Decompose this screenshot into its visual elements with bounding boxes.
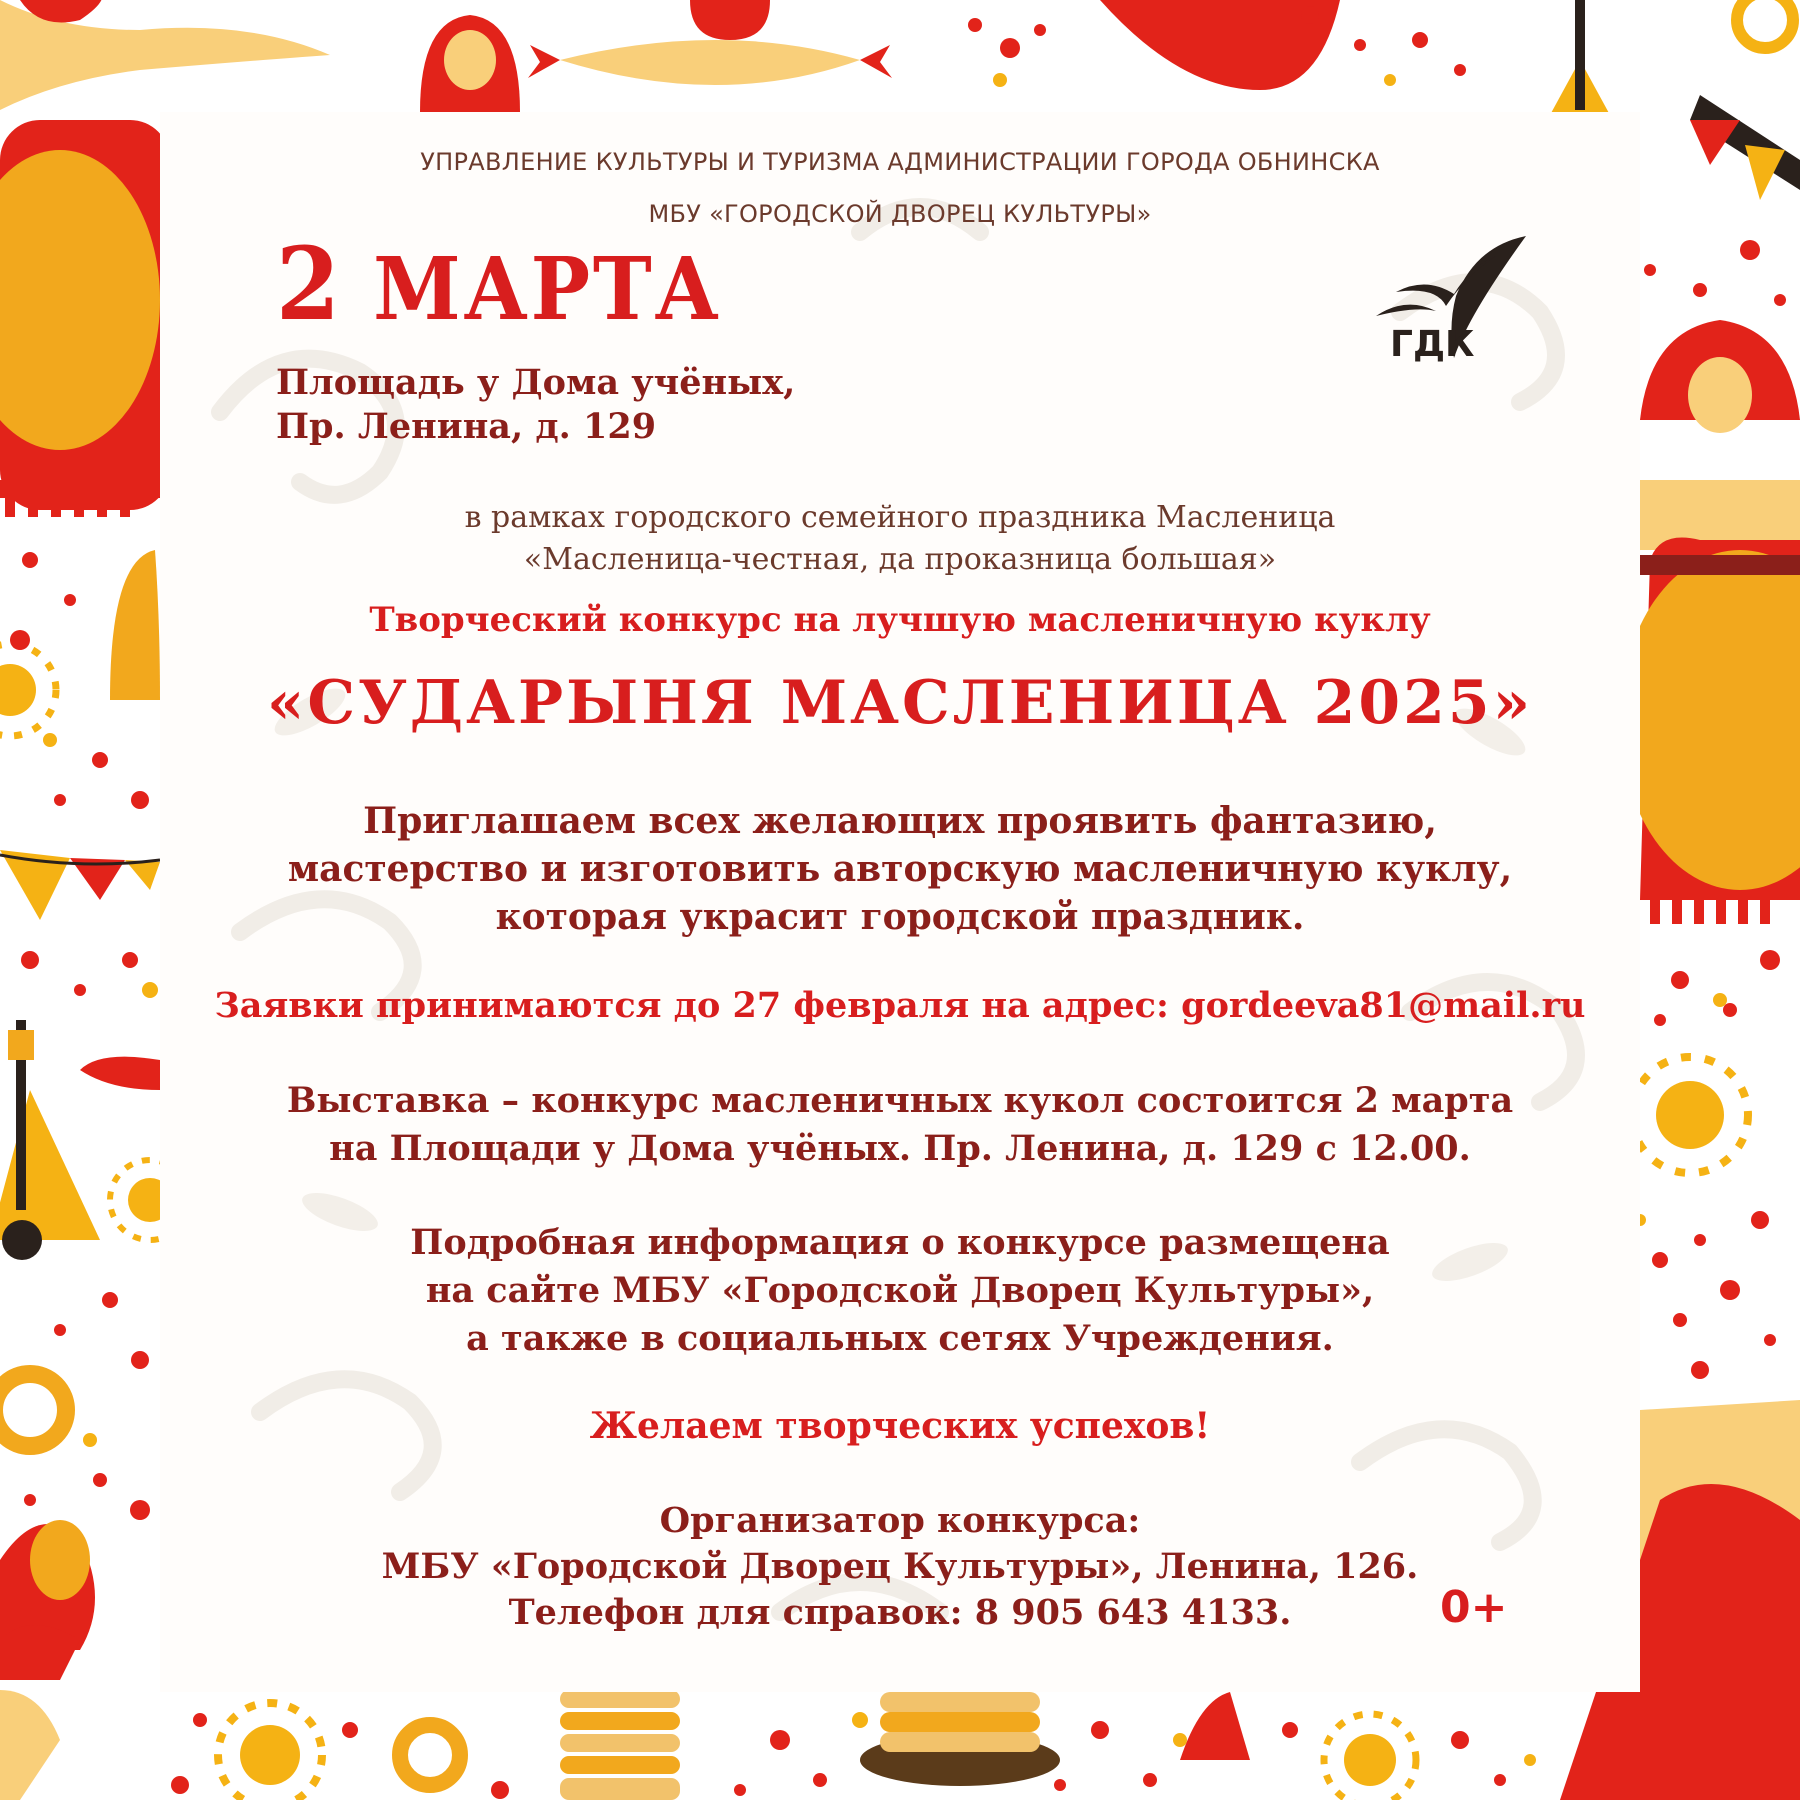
pancakes-icon — [560, 1690, 680, 1800]
info-line3: а также в социальных сетях Учреждения. — [466, 1318, 1334, 1359]
logo-text: ГДК — [1390, 324, 1475, 365]
sun-icon — [1324, 1714, 1416, 1800]
deadline-line: Заявки принимаются до 27 февраля на адрес: gordeeva81@mail.ru — [214, 985, 1586, 1026]
event-day: 2 — [276, 225, 343, 343]
intro-line2: «Масленица-честная, да проказница большая» — [523, 542, 1277, 577]
event-place-line1: Площадь у Дома учёных, — [276, 362, 796, 403]
bagel-icon — [400, 1725, 460, 1785]
age-rating-badge: 0+ — [1440, 1582, 1508, 1633]
info-line1: Подробная информация о конкурсе размещена — [410, 1222, 1390, 1263]
contest-subtitle: Творческий конкурс на лучшую масленичную куклу — [369, 600, 1431, 640]
doll-icon — [560, 40, 860, 85]
organizer-line3: Телефон для справок: 8 905 643 4133. — [508, 1592, 1292, 1633]
organizer-line1: Организатор конкурса: — [659, 1500, 1141, 1541]
organizer-line2: МБУ «Городской Дворец Культуры», Ленина, 126. — [381, 1546, 1419, 1587]
intro-line1: в рамках городского семейного праздника Масленица — [464, 500, 1336, 535]
pancakes-icon — [860, 1692, 1060, 1786]
wish-line: Желаем творческих успехов! — [589, 1405, 1211, 1447]
invite-line2: мастерство и изготовить авторскую масленичную куклу, — [287, 848, 1513, 890]
venue-line: МБУ «ГОРОДСКОЙ ДВОРЕЦ КУЛЬТУРЫ» — [648, 200, 1152, 228]
contest-title: «СУДАРЫНЯ МАСЛЕНИЦА 2025» — [266, 668, 1534, 738]
organization-line: УПРАВЛЕНИЕ КУЛЬТУРЫ И ТУРИЗМА АДМИНИСТРАЦИИ ГОРОДА ОБНИНСКА — [420, 148, 1380, 176]
event-date — [276, 225, 722, 343]
exhibition-line2: на Площади у Дома учёных. Пр. Ленина, д. 129 с 12.00. — [329, 1128, 1471, 1169]
exhibition-line1: Выставка – конкурс масленичных кукол состоится 2 марта — [286, 1080, 1514, 1121]
invite-line3: которая украсит городской праздник. — [495, 896, 1305, 938]
invite-line1: Приглашаем всех желающих проявить фантазию, — [363, 800, 1437, 842]
info-line2: на сайте МБУ «Городской Дворец Культуры», — [425, 1270, 1375, 1311]
event-month: МАРТА — [373, 239, 722, 340]
sun-icon — [218, 1703, 322, 1800]
event-place-line2: Пр. Ленина, д. 129 — [276, 406, 657, 447]
